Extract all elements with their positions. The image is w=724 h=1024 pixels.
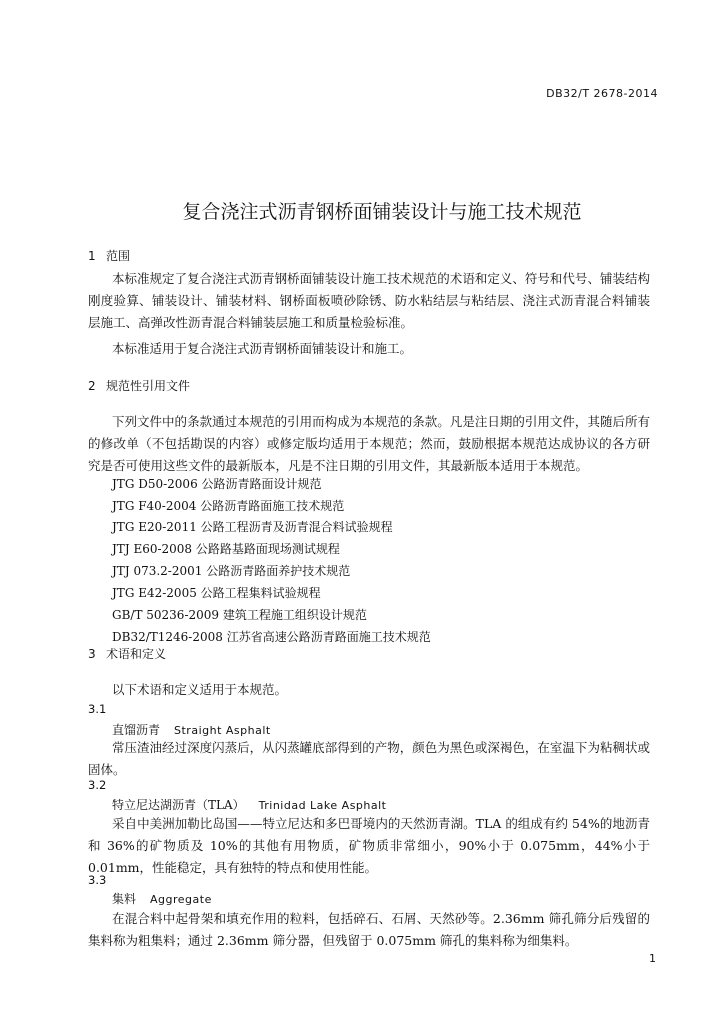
reference-item: DB32/T1246-2008 江苏省高速公路沥青路面施工技术规范 <box>112 630 431 644</box>
section-number: 3 <box>88 647 96 661</box>
section-title: 范围 <box>106 249 131 263</box>
term-heading <box>112 796 386 813</box>
section-3-heading <box>88 645 166 662</box>
scope-applicability: 本标准适用于复合浇注式沥青钢桥面铺装设计和施工。 <box>112 341 413 356</box>
term-zh: 直馏沥青 <box>112 723 161 737</box>
reference-item: JTJ 073.2-2001 公路沥青路面养护技术规范 <box>112 564 351 578</box>
page-title: 复合浇注式沥青钢桥面铺装设计与施工技术规范 <box>182 201 582 223</box>
reference-item: JTJ E60-2008 公路路基路面现场测试规程 <box>112 542 340 556</box>
references-intro: 下列文件中的条款通过本规范的引用而构成为本规范的条款。凡是注日期的引用文件，其随后所有的修改单（不包括勘误的内容）或修定版均适用于本规范；然而，鼓励根据本规范达成协议的各方研究是否可使用这些文件的最新版本，凡是不注日期的引用文件，其最新版本适用于本规范。 <box>88 414 650 473</box>
term-heading <box>112 721 271 738</box>
term-heading <box>112 890 212 907</box>
section-number: 2 <box>88 379 96 393</box>
section-1-heading <box>88 247 130 264</box>
reference-item: JTG F40-2004 公路沥青路面施工技术规范 <box>112 499 345 513</box>
term-definition: 常压渣油经过深度闪蒸后，从闪蒸罐底部得到的产物，颜色为黑色或深褐色，在室温下为粘稠状或固体。 <box>88 740 650 777</box>
reference-item: JTG D50-2006 公路沥青路面设计规范 <box>112 477 322 491</box>
term-zh: 集料 <box>112 892 137 906</box>
document-number: DB32/T 2678-2014 <box>546 87 658 100</box>
scope-paragraph: 本标准规定了复合浇注式沥青钢桥面铺装设计施工技术规范的术语和定义、符号和代号、铺装结构刚度验算、铺装设计、铺装材料、钢桥面板喷砂除锈、防水粘结层与粘结层、浇注式沥青混合料铺装层施工、高弹改性沥青混合料铺装层施工和质量检验标准。 <box>88 271 650 330</box>
section-title: 术语和定义 <box>106 647 167 661</box>
section-2-heading <box>88 377 190 394</box>
reference-item: GB/T 50236-2009 建筑工程施工组织设计规范 <box>112 608 367 622</box>
term-definition: 采自中美洲加勒比岛国——特立尼达和多巴哥境内的天然沥青湖。TLA 的组成有约 54%的地沥青和 36%的矿物质及 10%的其他有用物质，矿物质非常细小，90%小于 0.075mm，44%小于 0.01mm，性能稳定，具有独特的特点和使用性能。 <box>88 816 650 875</box>
term-zh: 特立尼达湖沥青（TLA） <box>112 798 245 812</box>
page-number: 1 <box>649 952 656 965</box>
reference-item: JTG E42-2005 公路工程集料试验规程 <box>112 586 321 600</box>
term-number: 3.1 <box>88 702 107 716</box>
section-title: 规范性引用文件 <box>106 379 191 393</box>
term-en: Aggregate <box>150 893 212 906</box>
term-en: Trinidad Lake Asphalt <box>258 799 387 812</box>
term-definition: 在混合料中起骨架和填充作用的粒料，包括碎石、石屑、天然砂等。2.36mm 筛孔筛分后残留的集料称为粗集料；通过 2.36mm 筛分器，但残留于 0.075mm 筛孔的集料称为细集料。 <box>88 911 650 948</box>
terms-intro: 以下术语和定义适用于本规范。 <box>112 682 288 697</box>
term-en: Straight Asphalt <box>174 724 271 737</box>
term-number: 3.2 <box>88 778 107 792</box>
term-number: 3.3 <box>88 873 107 887</box>
reference-item: JTG E20-2011 公路工程沥青及沥青混合料试验规程 <box>112 520 393 534</box>
section-number: 1 <box>88 249 96 263</box>
